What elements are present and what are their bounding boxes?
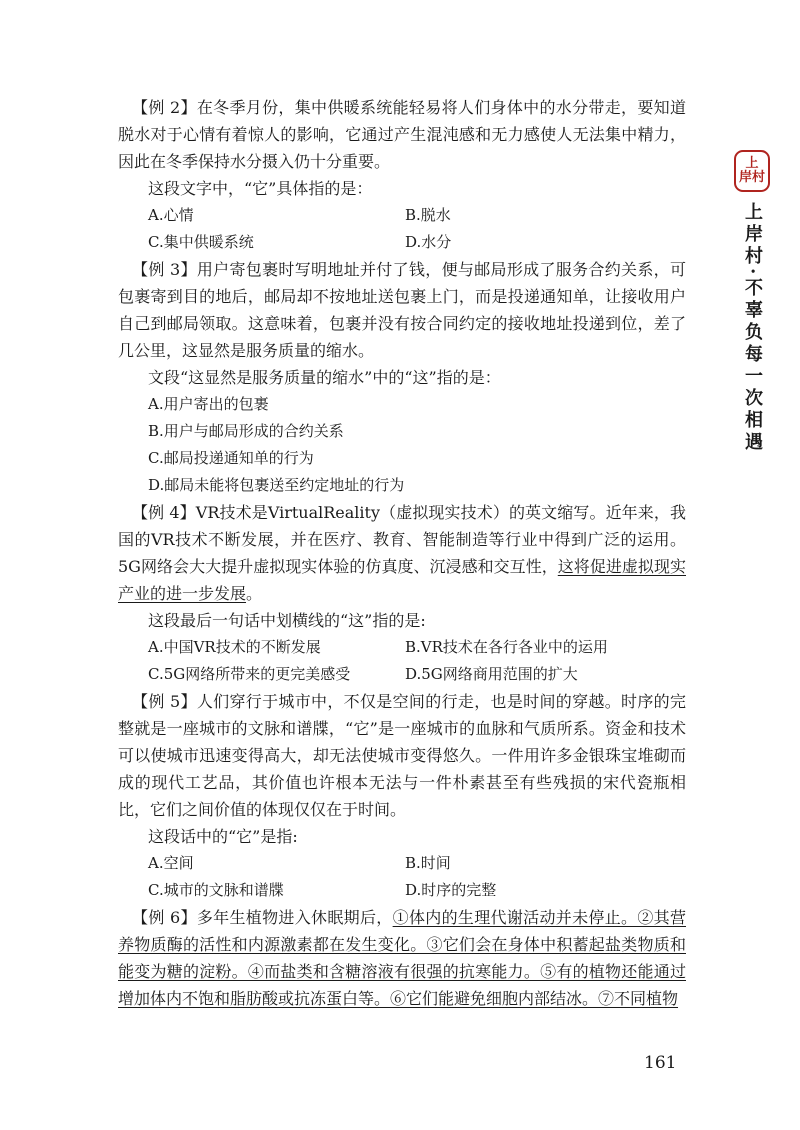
example-4-underlined-sentence: 这将促进虚拟现实产业的进一步发展 (118, 557, 686, 603)
page-number: 161 (644, 1053, 677, 1073)
brand-seal-logo (734, 150, 770, 192)
example-5-text: 人们穿行于城市中，不仅是空间的行走，也是时间的穿越。时序的完整就是一座城市的文脉和谱牒，“它”是一座城市的血脉和气质所系。资金和技术可以使城市迅速变得高大，却无法使城市变得悠久。一件用许多金银珠宝堆砌而成的现代工艺品，其价值也许根本无法与一件朴素甚至有些残损的宋代瓷瓶相比，它们之间价值的体现仅仅在于时间。 (118, 692, 686, 819)
option-c: C.5G网络所带来的更完美感受 (148, 665, 351, 683)
option-d: D.邮局未能将包裹送至约定地址的行为 (148, 476, 405, 494)
example-5-options-row-2 (118, 877, 686, 904)
seal-bottom-text: 岸村 (738, 170, 765, 185)
example-2-text: 在冬季月份，集中供暖系统能轻易将人们身体中的水分带走，要知道脱水对于心情有着惊人的影响，它通过产生混沌感和无力感使人无法集中精力，因此在冬季保持水分摄入仍十分重要。 (118, 98, 686, 171)
example-2-passage (118, 94, 686, 175)
example-6-label: 【例 6】 (132, 908, 197, 927)
example-2-question: 这段文字中，“它”具体指的是： (148, 179, 373, 198)
seal-top-text: 上 (745, 156, 759, 171)
example-2-options-row-1 (118, 202, 686, 229)
option-c: C.城市的文脉和谱牒 (148, 881, 284, 899)
example-3-question: 文段“这显然是服务质量的缩水”中的“这”指的是： (148, 368, 501, 387)
page-content (118, 94, 686, 1012)
option-c: C.邮局投递通知单的行为 (148, 449, 314, 467)
example-6-text: 多年生植物进入休眠期后， (196, 908, 393, 927)
option-b: B.VR技术在各行各业中的运用 (405, 638, 608, 656)
example-5-passage (118, 688, 686, 823)
example-3-passage (118, 256, 686, 364)
example-5-label: 【例 5】 (132, 692, 197, 711)
example-4-question: 这段最后一句话中划横线的“这”指的是: (148, 611, 426, 630)
example-6-passage (118, 904, 686, 1012)
option-d: D.5G网络商用范围的扩大 (405, 665, 578, 683)
example-3-text: 用户寄包裹时写明地址并付了钱，便与邮局形成了服务合约关系，可包裹寄到目的地后，邮局却不按地址送包裹上门，而是投递通知单，让接收用户自己到邮局领取。这意味着，包裹并没有按合同约定的接收地址投递到位，差了几公里，这显然是服务质量的缩水。 (118, 260, 686, 360)
option-b: B.用户与邮局形成的合约关系 (148, 422, 344, 440)
example-4-label: 【例 4】 (132, 503, 196, 522)
example-2-options-row-2 (118, 229, 686, 256)
example-4-options-row-2 (118, 661, 686, 688)
option-b: B.时间 (405, 854, 451, 872)
option-c: C.集中供暖系统 (148, 233, 254, 251)
option-d: D.时序的完整 (405, 881, 497, 899)
side-brand (727, 150, 777, 454)
option-a: A.用户寄出的包裹 (148, 395, 269, 413)
example-4-end: 。 (246, 584, 263, 603)
example-5-question: 这段话中的“它”是指: (148, 827, 298, 846)
example-4-passage (118, 499, 686, 607)
option-a: A.空间 (148, 854, 194, 872)
example-5-options-row-1 (118, 850, 686, 877)
example-4-text: VR技术是VirtualReality（虚拟现实技术）的英文缩写。近年来，我国的VR技术不断发展，并在医疗、教育、智能制造等行业中得到广泛的运用。5G网络会大大提升虚拟现实体验的仿真度、沉浸感和交互性， (118, 503, 686, 576)
option-b: B.脱水 (405, 206, 451, 224)
option-a: A.心情 (148, 206, 194, 224)
example-6-underlined-sentences: ①体内的生理代谢活动并未停止。②其营养物质酶的活性和内源激素都在发生变化。③它们会在身体中积蓄起盐类物质和能变为糖的淀粉。④而盐类和含糖溶液有很强的抗寒能力。⑤有的植物还能通过增加体内不饱和脂肪酸或抗冻蛋白等。⑥它们能避免细胞内部结冰。⑦不同植物 (118, 908, 686, 1008)
side-slogan: 上岸村·不辜负每一次相遇 (742, 202, 763, 455)
example-2-label: 【例 2】 (132, 98, 197, 117)
option-a: A.中国VR技术的不断发展 (148, 638, 321, 656)
example-3-label: 【例 3】 (132, 260, 197, 279)
example-4-options-row-1 (118, 634, 686, 661)
option-d: D.水分 (405, 233, 452, 251)
